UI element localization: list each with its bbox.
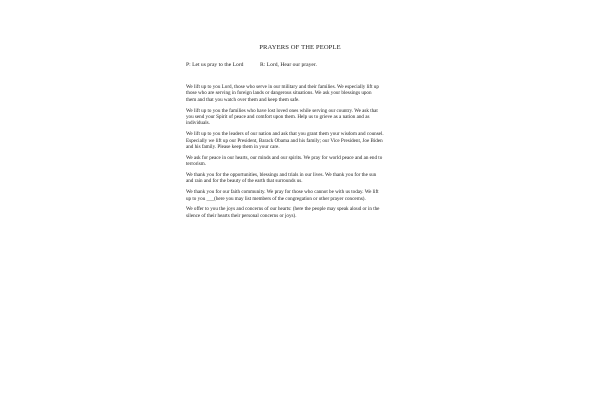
paragraph-line: We thank you for the opportunities, blessings and trials in our lives. We thank you for the sun <box>186 172 377 179</box>
paragraph-line: We lift up to you the families who have lost loved ones while serving our country. We ask that <box>186 107 378 114</box>
prayer-paragraph-community <box>186 189 416 202</box>
paragraph-line: We offer to you the joys and concerns of our hearts: (here the people may speak aloud or in the <box>186 206 380 213</box>
response-people: R: Lord, Hear our prayer. <box>260 62 317 68</box>
prayer-paragraph-thanks <box>186 172 416 185</box>
prayer-paragraph-peace <box>186 155 416 168</box>
paragraph-line: you send your Spirit of peace and comfort upon them. Help us to grieve as a nation and as <box>186 114 370 121</box>
paragraph-line: We ask for peace in our hearts, our minds and our spirits. We pray for world peace and an end to <box>186 154 383 161</box>
prayer-body <box>186 84 416 224</box>
paragraph-line: silence of their hearts their personal concerns or joys). <box>186 212 297 219</box>
page-title: PRAYERS OF THE PEOPLE <box>259 44 341 51</box>
prayer-paragraph-joys-concerns <box>186 206 416 219</box>
paragraph-line: those who are serving in foreign lands or dangerous situations. We ask your blessings upon <box>186 90 372 97</box>
paragraph-line: up to you ___(here you may list members of the congregation or other prayer concerns). <box>186 195 366 202</box>
prayer-paragraph-military <box>186 84 416 103</box>
paragraph-line: terrorism. <box>186 161 206 168</box>
paragraph-line: and rain and for the beauty of the earth that surrounds us. <box>186 178 303 185</box>
paragraph-line: them and that you watch over them and keep them safe. <box>186 96 300 103</box>
paragraph-line: Especially we lift up our President, Barack Obama and his family; our Vice President, Joe Biden <box>186 137 383 144</box>
prayer-paragraph-leaders <box>186 131 416 150</box>
paragraph-line: and his family. Please keep them in your care. <box>186 144 280 151</box>
response-leader: P: Let us pray to the Lord <box>186 62 244 68</box>
paragraph-line: individuals. <box>186 120 210 127</box>
paragraph-line: We thank you for our faith community. We pray for those who cannot be with us today. We lift <box>186 189 379 196</box>
prayer-paragraph-families <box>186 108 416 127</box>
paragraph-line: We lift up to you the leaders of our nation and ask that you grant them your wisdom and counsel. <box>186 131 384 138</box>
paragraph-line: We lift up to you Lord, those who serve in our military and their families. We especially lift up <box>186 84 379 90</box>
